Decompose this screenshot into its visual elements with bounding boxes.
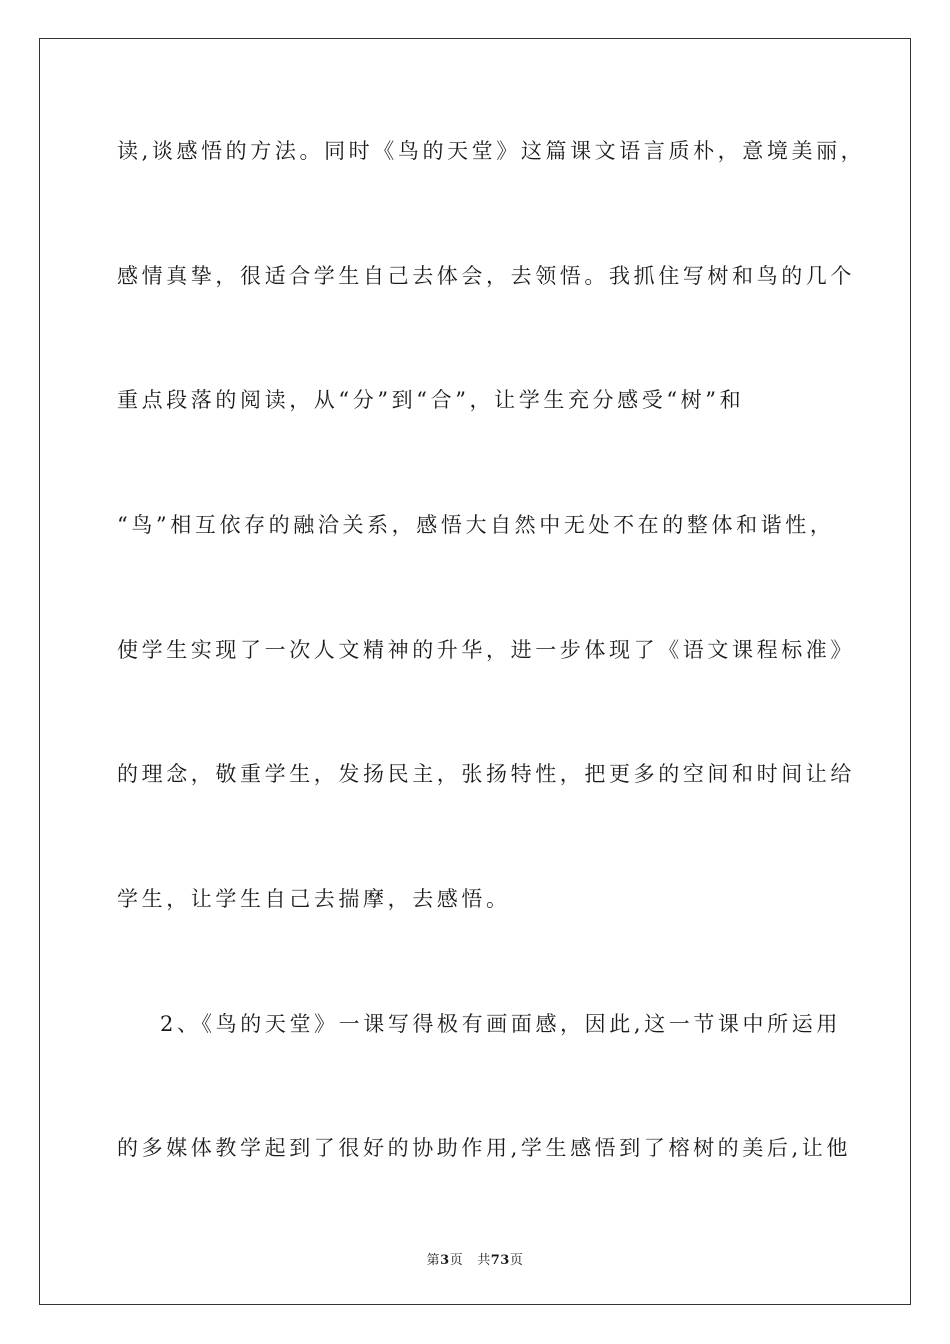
footer-page-prefix: 第 [426,1253,441,1268]
page-footer [0,1249,950,1268]
footer-total-suffix: 页 [509,1253,524,1268]
footer-total-prefix: 共 [477,1253,491,1268]
body-text-line-7: 学生，让学生自己去揣摩，去感悟。 [117,887,511,911]
footer-page-number: 3 [440,1253,450,1268]
body-text-line-5: 使学生实现了一次人文精神的升华，进一步体现了《语文课程标准》 [117,638,855,662]
page-border [39,38,911,1305]
footer-total-pages: 73 [490,1253,510,1268]
body-text-line-1: 读,谈感悟的方法。同时《鸟的天堂》这篇课文语言质朴，意境美丽， [117,139,866,163]
body-text-line-9: 的多媒体教学起到了很好的协助作用,学生感悟到了榕树的美后,让他 [117,1136,851,1160]
body-text-line-8: 2、《鸟的天堂》一课写得极有画面感，因此,这一节课中所运用 [160,1012,841,1036]
body-text-line-4: “鸟”相互依存的融洽关系，感悟大自然中无处不在的整体和谐性， [117,513,835,537]
body-text-line-6: 的理念，敬重学生，发扬民主，张扬特性，把更多的空间和时间让给 [117,762,855,786]
body-text-line-2: 感情真挚，很适合学生自己去体会，去领悟。我抓住写树和鸟的几个 [117,264,855,288]
body-text-line-3: 重点段落的阅读，从“分”到“合”，让学生充分感受“树”和 [117,388,745,412]
footer-page-suffix: 页 [449,1253,464,1268]
